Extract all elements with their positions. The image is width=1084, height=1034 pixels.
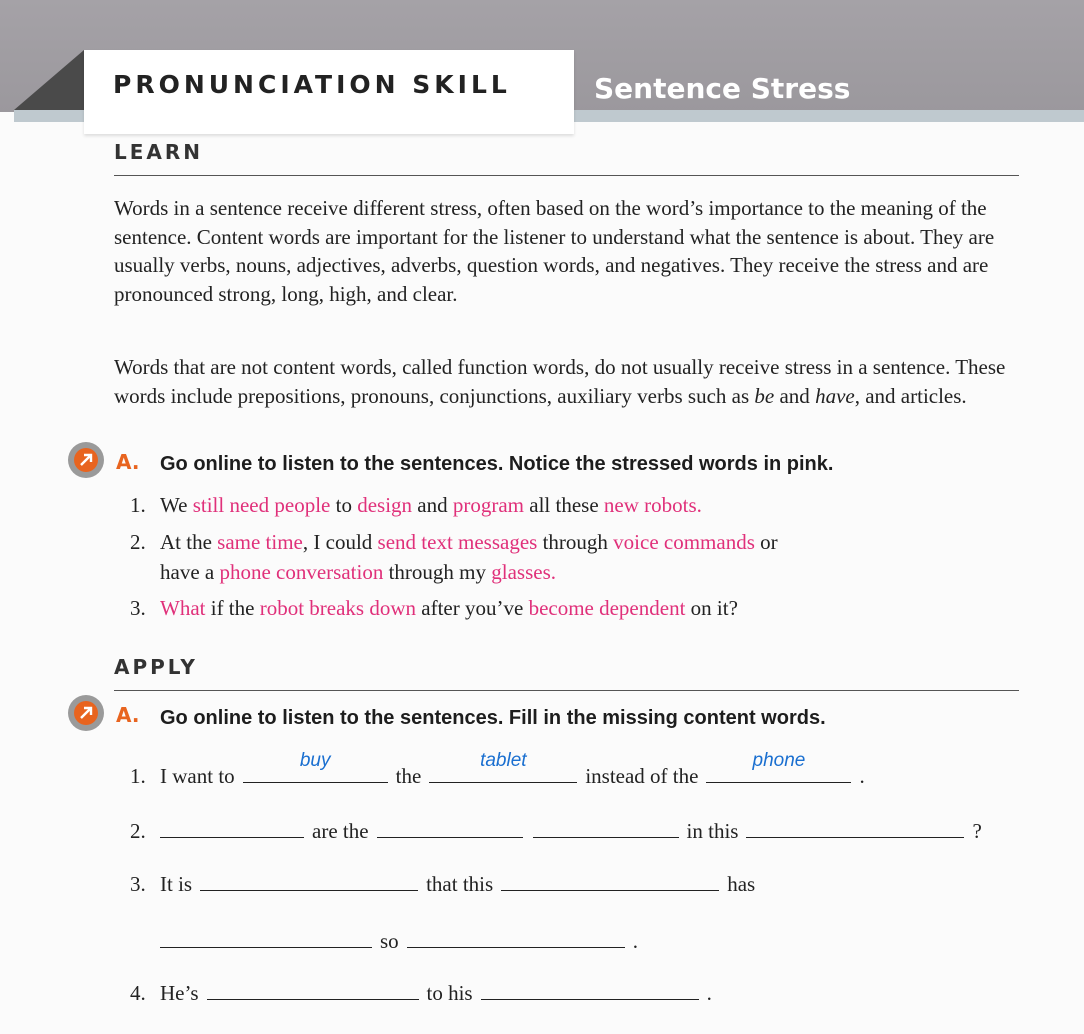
audio-online-icon[interactable] xyxy=(68,442,104,478)
answer-blank[interactable] xyxy=(207,977,419,1000)
answer-blank[interactable]: buy xyxy=(243,760,388,783)
apply-item-2: 2. are the in this ? xyxy=(130,815,982,844)
apply-item-3-cont: so . xyxy=(160,925,638,954)
answer-blank[interactable] xyxy=(160,815,304,838)
answer-blank[interactable] xyxy=(407,925,625,948)
apply-activity-letter: A. xyxy=(116,703,140,727)
apply-item-4: 4. He’s to his . xyxy=(130,977,712,1006)
answer-blank[interactable]: phone xyxy=(706,760,851,783)
page-subtitle: Sentence Stress xyxy=(594,72,851,105)
answer-blank[interactable] xyxy=(746,815,964,838)
learn-sentence-1: 1. We still need people to design and program all these new robots. xyxy=(130,493,702,517)
learn-sentence-2-cont: have a phone conversation through my glasses. xyxy=(160,560,557,584)
learn-sentence-3: 3. What if the robot breaks down after you’ve become dependent on it? xyxy=(130,596,738,620)
answer-blank[interactable] xyxy=(377,815,523,838)
learn-activity-instruction: Go online to listen to the sentences. Notice the stressed words in pink. xyxy=(160,453,834,475)
answer-blank[interactable] xyxy=(481,977,699,1000)
apply-heading: APPLY xyxy=(114,655,198,679)
apply-item-1: 1. I want to buy the tablet instead of the phone . xyxy=(130,750,865,788)
audio-online-icon[interactable] xyxy=(68,695,104,731)
answer-blank[interactable] xyxy=(501,868,719,891)
answer-blank[interactable] xyxy=(200,868,418,891)
apply-activity-instruction: Go online to listen to the sentences. Fill in the missing content words. xyxy=(160,707,826,729)
learn-sentence-2: 2. At the same time, I could send text messages through voice commands or xyxy=(130,530,778,554)
page-title: PRONUNCIATION SKILL xyxy=(113,70,511,99)
apply-item-3: 3. It is that this has xyxy=(130,868,755,897)
learn-paragraph-1: Words in a sentence receive different stress, often based on the word’s importance to the meaning of the sentence. Content words are important for the listener to understand what the sentence is about. They are usually verbs, nouns, adjectives, adverbs, question words, and negatives. They receive the stress and are pronounced strong, long, high, and clear. xyxy=(114,196,995,306)
answer-blank[interactable] xyxy=(533,815,679,838)
learn-paragraph-2: Words that are not content words, called function words, do not usually receive stress in a sentence. These words include prepositions, pronouns, conjunctions, auxiliary verbs such as be and have, and articles. xyxy=(114,355,1006,408)
apply-rule xyxy=(114,690,1019,691)
header-corner xyxy=(14,50,84,110)
answer-blank[interactable] xyxy=(160,925,372,948)
learn-activity-letter: A. xyxy=(116,450,140,474)
learn-rule xyxy=(114,175,1019,176)
answer-blank[interactable]: tablet xyxy=(429,760,577,783)
learn-heading: LEARN xyxy=(114,140,204,164)
